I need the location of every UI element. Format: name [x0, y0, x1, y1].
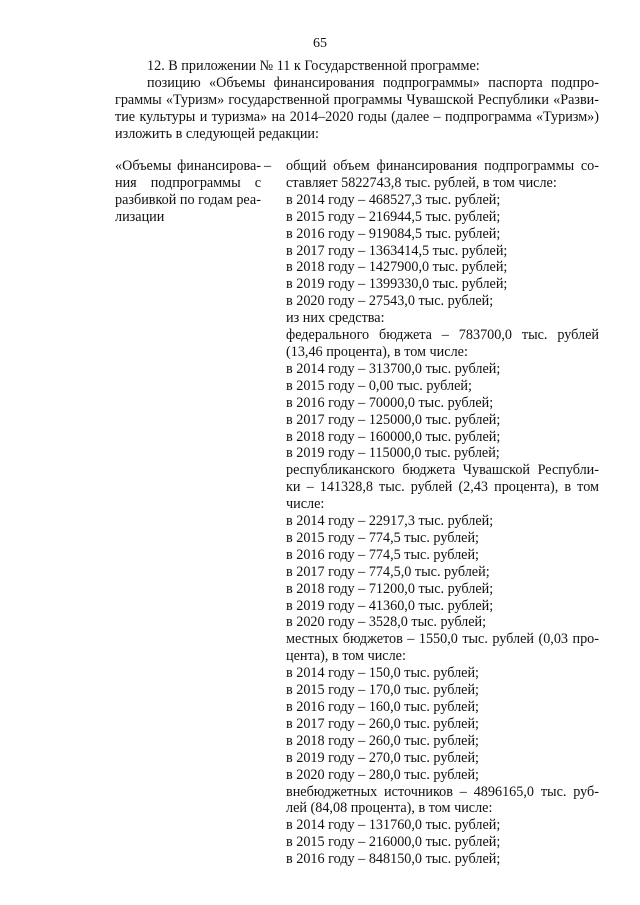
financing-line: в 2014 году – 150,0 тыс. рублей; [286, 665, 479, 682]
financing-details [286, 158, 599, 868]
financing-line: в 2014 году – 131760,0 тыс. рублей; [286, 817, 501, 834]
financing-line: числе: [286, 496, 325, 513]
amendment-text-line: изложить в следующей редакции: [115, 126, 319, 142]
financing-line: в 2016 году – 848150,0 тыс. рублей; [286, 851, 501, 868]
position-name-line: лизации [115, 208, 165, 225]
amendment-text-line: позицию «Объемы финансирования подпрограммы» паспорта подпро- [147, 75, 599, 91]
financing-line: в 2020 году – 280,0 тыс. рублей; [286, 766, 479, 783]
financing-line: ставляет 5822743,8 тыс. рублей, в том числе: [286, 174, 557, 191]
financing-line: в 2019 году – 270,0 тыс. рублей; [286, 749, 479, 766]
amendment-intro [115, 58, 599, 143]
financing-line: местных бюджетов – 1550,0 тыс. рублей (0,03 про- [286, 631, 599, 648]
amendment-text-line: тие культуры и туризма» на 2014–2020 годы (далее – подпрограмма «Туризм») [115, 109, 599, 125]
financing-line: в 2018 году – 260,0 тыс. рублей; [286, 732, 479, 749]
financing-line: общий объем финансирования подпрограммы со- [286, 158, 599, 174]
financing-line: в 2020 году – 3528,0 тыс. рублей; [286, 614, 487, 631]
financing-line: в 2014 году – 468527,3 тыс. рублей; [286, 191, 501, 208]
page-number: 65 [313, 36, 327, 51]
financing-line: в 2019 году – 1399330,0 тыс. рублей; [286, 276, 508, 293]
financing-line: в 2016 году – 70000,0 тыс. рублей; [286, 394, 494, 411]
financing-line: в 2015 году – 774,5 тыс. рублей; [286, 529, 479, 546]
financing-line: федерального бюджета – 783700,0 тыс. рублей [286, 327, 599, 344]
financing-line: в 2020 году – 27543,0 тыс. рублей; [286, 293, 494, 310]
financing-line: в 2015 году – 216944,5 тыс. рублей; [286, 208, 501, 225]
financing-line: в 2014 году – 22917,3 тыс. рублей; [286, 513, 494, 530]
amendment-text-line: граммы «Туризм» государственной программы Чувашской Республики «Разви- [115, 92, 599, 108]
financing-line: из них средства: [286, 310, 385, 327]
financing-line: в 2015 году – 0,00 тыс. рублей; [286, 377, 472, 394]
financing-line: в 2017 году – 260,0 тыс. рублей; [286, 715, 479, 732]
amendment-heading: 12. В приложении № 11 к Государственной программе: [147, 58, 480, 74]
financing-line: (13,46 процента), в том числе: [286, 343, 468, 360]
financing-line: в 2015 году – 170,0 тыс. рублей; [286, 682, 479, 699]
financing-line: в 2017 году – 1363414,5 тыс. рублей; [286, 242, 508, 259]
financing-line: в 2018 году – 160000,0 тыс. рублей; [286, 428, 501, 445]
financing-line: в 2018 году – 71200,0 тыс. рублей; [286, 580, 494, 597]
financing-line: в 2016 году – 919084,5 тыс. рублей; [286, 225, 501, 242]
financing-line: в 2019 году – 115000,0 тыс. рублей; [286, 445, 500, 462]
financing-line: лей (84,08 процента), в том числе: [286, 800, 493, 817]
financing-line: в 2019 году – 41360,0 тыс. рублей; [286, 597, 494, 614]
financing-line: в 2014 году – 313700,0 тыс. рублей; [286, 360, 501, 377]
financing-line: в 2016 году – 160,0 тыс. рублей; [286, 699, 479, 715]
position-name-line: разбивкой по годам реа- [115, 191, 261, 208]
financing-line: цента), в том числе: [286, 648, 406, 665]
financing-line: в 2017 году – 125000,0 тыс. рублей; [286, 411, 501, 428]
financing-line: в 2016 году – 774,5 тыс. рублей; [286, 546, 479, 563]
financing-line: в 2018 году – 1427900,0 тыс. рублей; [286, 259, 508, 276]
financing-line: в 2017 году – 774,5,0 тыс. рублей; [286, 563, 490, 580]
financing-line: в 2015 году – 216000,0 тыс. рублей; [286, 834, 501, 851]
position-name-line: ния подпрограммы с [115, 174, 261, 191]
position-name-line: «Объемы финансирова- [115, 158, 261, 174]
financing-line: республиканского бюджета Чувашской Республи- [286, 462, 599, 479]
financing-line: ки – 141328,8 тыс. рублей (2,43 процента), в том [286, 479, 599, 496]
financing-line: внебюджетных источников – 4896165,0 тыс. руб- [286, 783, 599, 800]
position-dash: – [264, 158, 272, 174]
position-name [115, 158, 301, 226]
